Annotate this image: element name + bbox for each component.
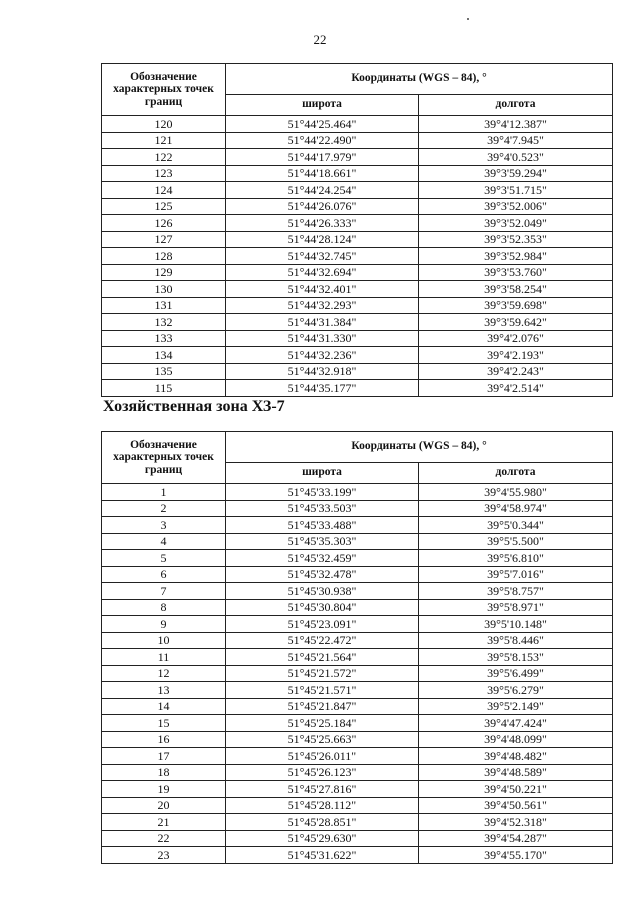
latitude-cell: 51°45'28.851": [226, 814, 419, 831]
longitude-cell: 39°4'54.287": [419, 830, 613, 847]
latitude-cell: 51°44'35.177": [226, 380, 419, 397]
table-row: [102, 281, 613, 298]
latitude-cell: 51°44'32.745": [226, 248, 419, 265]
longitude-cell: 39°4'2.514": [419, 380, 613, 397]
coordinates-table-2: [101, 431, 613, 864]
table-row: [102, 797, 613, 814]
longitude-cell: 39°5'6.810": [419, 550, 613, 567]
coordinates-header: Координаты (WGS – 84), °: [226, 432, 613, 463]
latitude-cell: 51°44'32.401": [226, 281, 419, 298]
longitude-cell: 39°5'5.500": [419, 533, 613, 550]
point-id-cell: 8: [102, 599, 226, 616]
table-row: [102, 165, 613, 182]
longitude-cell: 39°3'58.254": [419, 281, 613, 298]
latitude-cell: 51°44'32.236": [226, 347, 419, 364]
table-row: [102, 182, 613, 199]
latitude-cell: 51°45'33.488": [226, 517, 419, 534]
table-row: [102, 814, 613, 831]
point-id-cell: 129: [102, 264, 226, 281]
table-row: [102, 599, 613, 616]
table-row: [102, 248, 613, 265]
longitude-cell: 39°5'2.149": [419, 698, 613, 715]
point-id-cell: 127: [102, 231, 226, 248]
table-row: [102, 149, 613, 166]
latitude-cell: 51°44'26.076": [226, 198, 419, 215]
longitude-cell: 39°4'2.193": [419, 347, 613, 364]
point-id-cell: 115: [102, 380, 226, 397]
latitude-cell: 51°44'32.293": [226, 297, 419, 314]
latitude-cell: 51°45'32.478": [226, 566, 419, 583]
point-id-cell: 132: [102, 314, 226, 331]
table-row: [102, 363, 613, 380]
point-id-cell: 17: [102, 748, 226, 765]
point-id-cell: 18: [102, 764, 226, 781]
coordinates-header: Координаты (WGS – 84), °: [226, 64, 613, 95]
latitude-cell: 51°44'24.254": [226, 182, 419, 199]
longitude-cell: 39°5'10.148": [419, 616, 613, 633]
longitude-cell: 39°3'59.294": [419, 165, 613, 182]
table-row: [102, 484, 613, 501]
latitude-cell: 51°44'17.979": [226, 149, 419, 166]
longitude-cell: 39°4'0.523": [419, 149, 613, 166]
latitude-cell: 51°45'23.091": [226, 616, 419, 633]
table-row: [102, 731, 613, 748]
table-row: [102, 698, 613, 715]
longitude-cell: 39°3'59.698": [419, 297, 613, 314]
point-id-cell: 21: [102, 814, 226, 831]
point-id-cell: 3: [102, 517, 226, 534]
table-row: [102, 347, 613, 364]
point-id-cell: 11: [102, 649, 226, 666]
table-row: [102, 533, 613, 550]
point-id-cell: 121: [102, 132, 226, 149]
point-id-cell: 20: [102, 797, 226, 814]
latitude-cell: 51°45'25.663": [226, 731, 419, 748]
latitude-cell: 51°45'25.184": [226, 715, 419, 732]
longitude-header: долгота: [419, 463, 613, 484]
latitude-cell: 51°45'21.572": [226, 665, 419, 682]
longitude-cell: 39°5'6.279": [419, 682, 613, 699]
table-row: [102, 764, 613, 781]
point-id-cell: 1: [102, 484, 226, 501]
point-id-cell: 134: [102, 347, 226, 364]
point-id-cell: 130: [102, 281, 226, 298]
table-row: [102, 781, 613, 798]
point-id-cell: 14: [102, 698, 226, 715]
longitude-cell: 39°4'2.243": [419, 363, 613, 380]
point-id-cell: 131: [102, 297, 226, 314]
latitude-cell: 51°44'28.124": [226, 231, 419, 248]
table-row: [102, 215, 613, 232]
latitude-cell: 51°45'21.847": [226, 698, 419, 715]
table-row: [102, 198, 613, 215]
table-row: [102, 566, 613, 583]
table-row: [102, 665, 613, 682]
latitude-cell: 51°45'26.123": [226, 764, 419, 781]
point-id-cell: 22: [102, 830, 226, 847]
longitude-cell: 39°3'52.049": [419, 215, 613, 232]
latitude-cell: 51°45'29.630": [226, 830, 419, 847]
longitude-cell: 39°4'2.076": [419, 330, 613, 347]
longitude-cell: 39°4'50.221": [419, 781, 613, 798]
table-row: [102, 517, 613, 534]
table-row: [102, 583, 613, 600]
latitude-cell: 51°45'27.816": [226, 781, 419, 798]
longitude-cell: 39°4'58.974": [419, 500, 613, 517]
latitude-cell: 51°44'26.333": [226, 215, 419, 232]
latitude-cell: 51°45'30.938": [226, 583, 419, 600]
longitude-cell: 39°3'52.006": [419, 198, 613, 215]
latitude-cell: 51°45'31.622": [226, 847, 419, 864]
point-id-cell: 135: [102, 363, 226, 380]
point-id-cell: 13: [102, 682, 226, 699]
table-row: [102, 297, 613, 314]
longitude-cell: 39°5'8.446": [419, 632, 613, 649]
point-id-cell: 120: [102, 116, 226, 133]
point-id-cell: 4: [102, 533, 226, 550]
table-row: [102, 847, 613, 864]
latitude-cell: 51°45'35.303": [226, 533, 419, 550]
latitude-cell: 51°44'32.918": [226, 363, 419, 380]
latitude-cell: 51°44'32.694": [226, 264, 419, 281]
longitude-cell: 39°3'52.984": [419, 248, 613, 265]
table-row: [102, 649, 613, 666]
longitude-cell: 39°3'52.353": [419, 231, 613, 248]
table-row: [102, 550, 613, 567]
latitude-header: широта: [226, 95, 419, 116]
longitude-cell: 39°4'55.170": [419, 847, 613, 864]
longitude-cell: 39°5'7.016": [419, 566, 613, 583]
table-row: [102, 264, 613, 281]
table-row: [102, 616, 613, 633]
table-row: [102, 682, 613, 699]
point-id-cell: 122: [102, 149, 226, 166]
longitude-cell: 39°4'48.482": [419, 748, 613, 765]
point-id-cell: 5: [102, 550, 226, 567]
point-id-cell: 10: [102, 632, 226, 649]
latitude-cell: 51°45'30.804": [226, 599, 419, 616]
point-id-cell: 7: [102, 583, 226, 600]
point-id-cell: 125: [102, 198, 226, 215]
longitude-cell: 39°3'53.760": [419, 264, 613, 281]
point-id-cell: 16: [102, 731, 226, 748]
longitude-cell: 39°4'48.589": [419, 764, 613, 781]
point-id-cell: 133: [102, 330, 226, 347]
table-row: [102, 500, 613, 517]
table-row: [102, 231, 613, 248]
point-id-cell: 6: [102, 566, 226, 583]
longitude-cell: 39°4'55.980": [419, 484, 613, 501]
table-row: [102, 715, 613, 732]
latitude-cell: 51°45'21.564": [226, 649, 419, 666]
latitude-cell: 51°45'21.571": [226, 682, 419, 699]
longitude-cell: 39°5'8.153": [419, 649, 613, 666]
designation-header: Обозначение характерных точек границ: [102, 64, 226, 116]
point-id-cell: 128: [102, 248, 226, 265]
latitude-header: широта: [226, 463, 419, 484]
longitude-cell: 39°5'6.499": [419, 665, 613, 682]
scan-speck: [467, 18, 469, 20]
point-id-cell: 123: [102, 165, 226, 182]
designation-header: Обозначение характерных точек границ: [102, 432, 226, 484]
page-number: 22: [313, 32, 327, 47]
longitude-cell: 39°4'48.099": [419, 731, 613, 748]
table-row: [102, 830, 613, 847]
longitude-cell: 39°4'50.561": [419, 797, 613, 814]
point-id-cell: 23: [102, 847, 226, 864]
longitude-cell: 39°4'47.424": [419, 715, 613, 732]
point-id-cell: 124: [102, 182, 226, 199]
table-row: [102, 380, 613, 397]
latitude-cell: 51°45'28.112": [226, 797, 419, 814]
longitude-cell: 39°3'51.715": [419, 182, 613, 199]
longitude-cell: 39°4'12.387": [419, 116, 613, 133]
point-id-cell: 2: [102, 500, 226, 517]
latitude-cell: 51°45'26.011": [226, 748, 419, 765]
table-row: [102, 314, 613, 331]
longitude-header: долгота: [419, 95, 613, 116]
table-row: [102, 748, 613, 765]
point-id-cell: 126: [102, 215, 226, 232]
point-id-cell: 9: [102, 616, 226, 633]
latitude-cell: 51°45'33.503": [226, 500, 419, 517]
point-id-cell: 19: [102, 781, 226, 798]
latitude-cell: 51°44'31.330": [226, 330, 419, 347]
latitude-cell: 51°44'22.490": [226, 132, 419, 149]
longitude-cell: 39°5'0.344": [419, 517, 613, 534]
longitude-cell: 39°3'59.642": [419, 314, 613, 331]
longitude-cell: 39°4'7.945": [419, 132, 613, 149]
table-row: [102, 330, 613, 347]
point-id-cell: 12: [102, 665, 226, 682]
latitude-cell: 51°45'22.472": [226, 632, 419, 649]
latitude-cell: 51°45'33.199": [226, 484, 419, 501]
latitude-cell: 51°44'31.384": [226, 314, 419, 331]
longitude-cell: 39°5'8.757": [419, 583, 613, 600]
latitude-cell: 51°44'18.661": [226, 165, 419, 182]
longitude-cell: 39°5'8.971": [419, 599, 613, 616]
latitude-cell: 51°44'25.464": [226, 116, 419, 133]
coordinates-table-1: [101, 63, 613, 397]
longitude-cell: 39°4'52.318": [419, 814, 613, 831]
section-title: Хозяйственная зона ХЗ-7: [103, 398, 285, 415]
point-id-cell: 15: [102, 715, 226, 732]
latitude-cell: 51°45'32.459": [226, 550, 419, 567]
table-row: [102, 116, 613, 133]
table-row: [102, 632, 613, 649]
table-row: [102, 132, 613, 149]
